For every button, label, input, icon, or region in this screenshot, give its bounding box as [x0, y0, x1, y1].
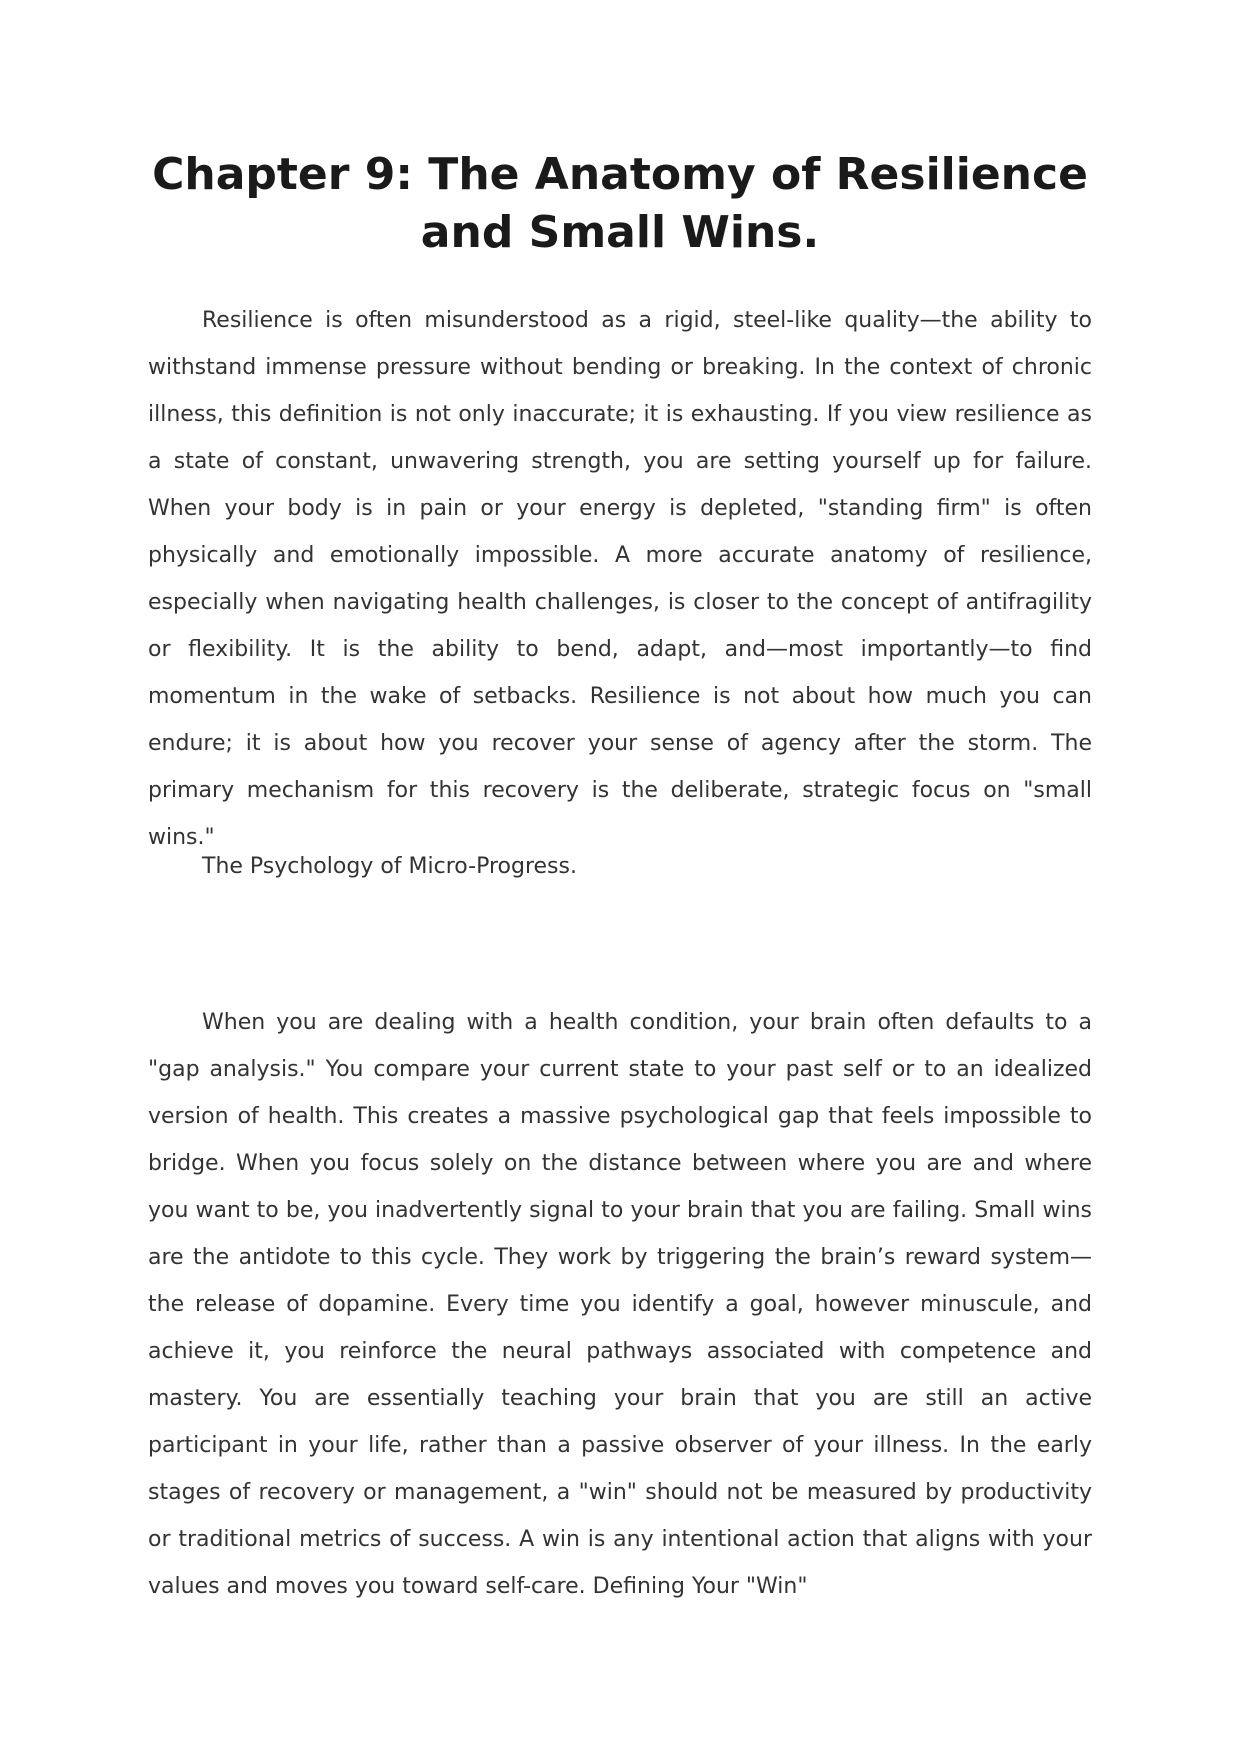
- body-paragraph: When you are dealing with a health condition, your brain often defaults to a "gap analysis." You compare your current state to your past self or to an idealized version of health. This creates a massive psychological gap that feels impossible to bridge. When you focus solely on the distance between where you are and where you want to be, you inadvertently signal to your brain that you are failing. Small wins are the antidote to this cycle. They work by triggering the brain’s reward system—the release of dopamine. Every time you identify a goal, however minuscule, and achieve it, you reinforce the neural pathways associated with competence and mastery. You are essentially teaching your brain that you are still an active participant in your life, rather than a passive observer of your illness. In the early stages of recovery or management, a "win" should not be measured by productivity or traditional metrics of success. A win is any intentional action that aligns with your values and moves you toward self-care. Defining Your "Win": [148, 1010, 1092, 1599]
- body-paragraph: Resilience is often misunderstood as a rigid, steel-like quality—the ability to withstand immense pressure without bending or breaking. In the context of chronic illness, this definition is not only inaccurate; it is exhausting. If you view resilience as a state of constant, unwavering strength, you are setting yourself up for failure. When your body is in pain or your energy is depleted, "standing firm" is often physically and emotionally impossible. A more accurate anatomy of resilience, especially when navigating health challenges, is closer to the concept of antifragility or flexibility. It is the ability to bend, adapt, and—most importantly—to find momentum in the wake of setbacks. Resilience is not about how much you can endure; it is about how you recover your sense of agency after the storm. The primary mechanism for this recovery is the deliberate, strategic focus on "small wins.": [148, 308, 1092, 850]
- chapter-title: Chapter 9: The Anatomy of Resilience and Small Wins.: [152, 149, 1088, 258]
- section-heading: The Psychology of Micro-Progress.: [202, 854, 577, 879]
